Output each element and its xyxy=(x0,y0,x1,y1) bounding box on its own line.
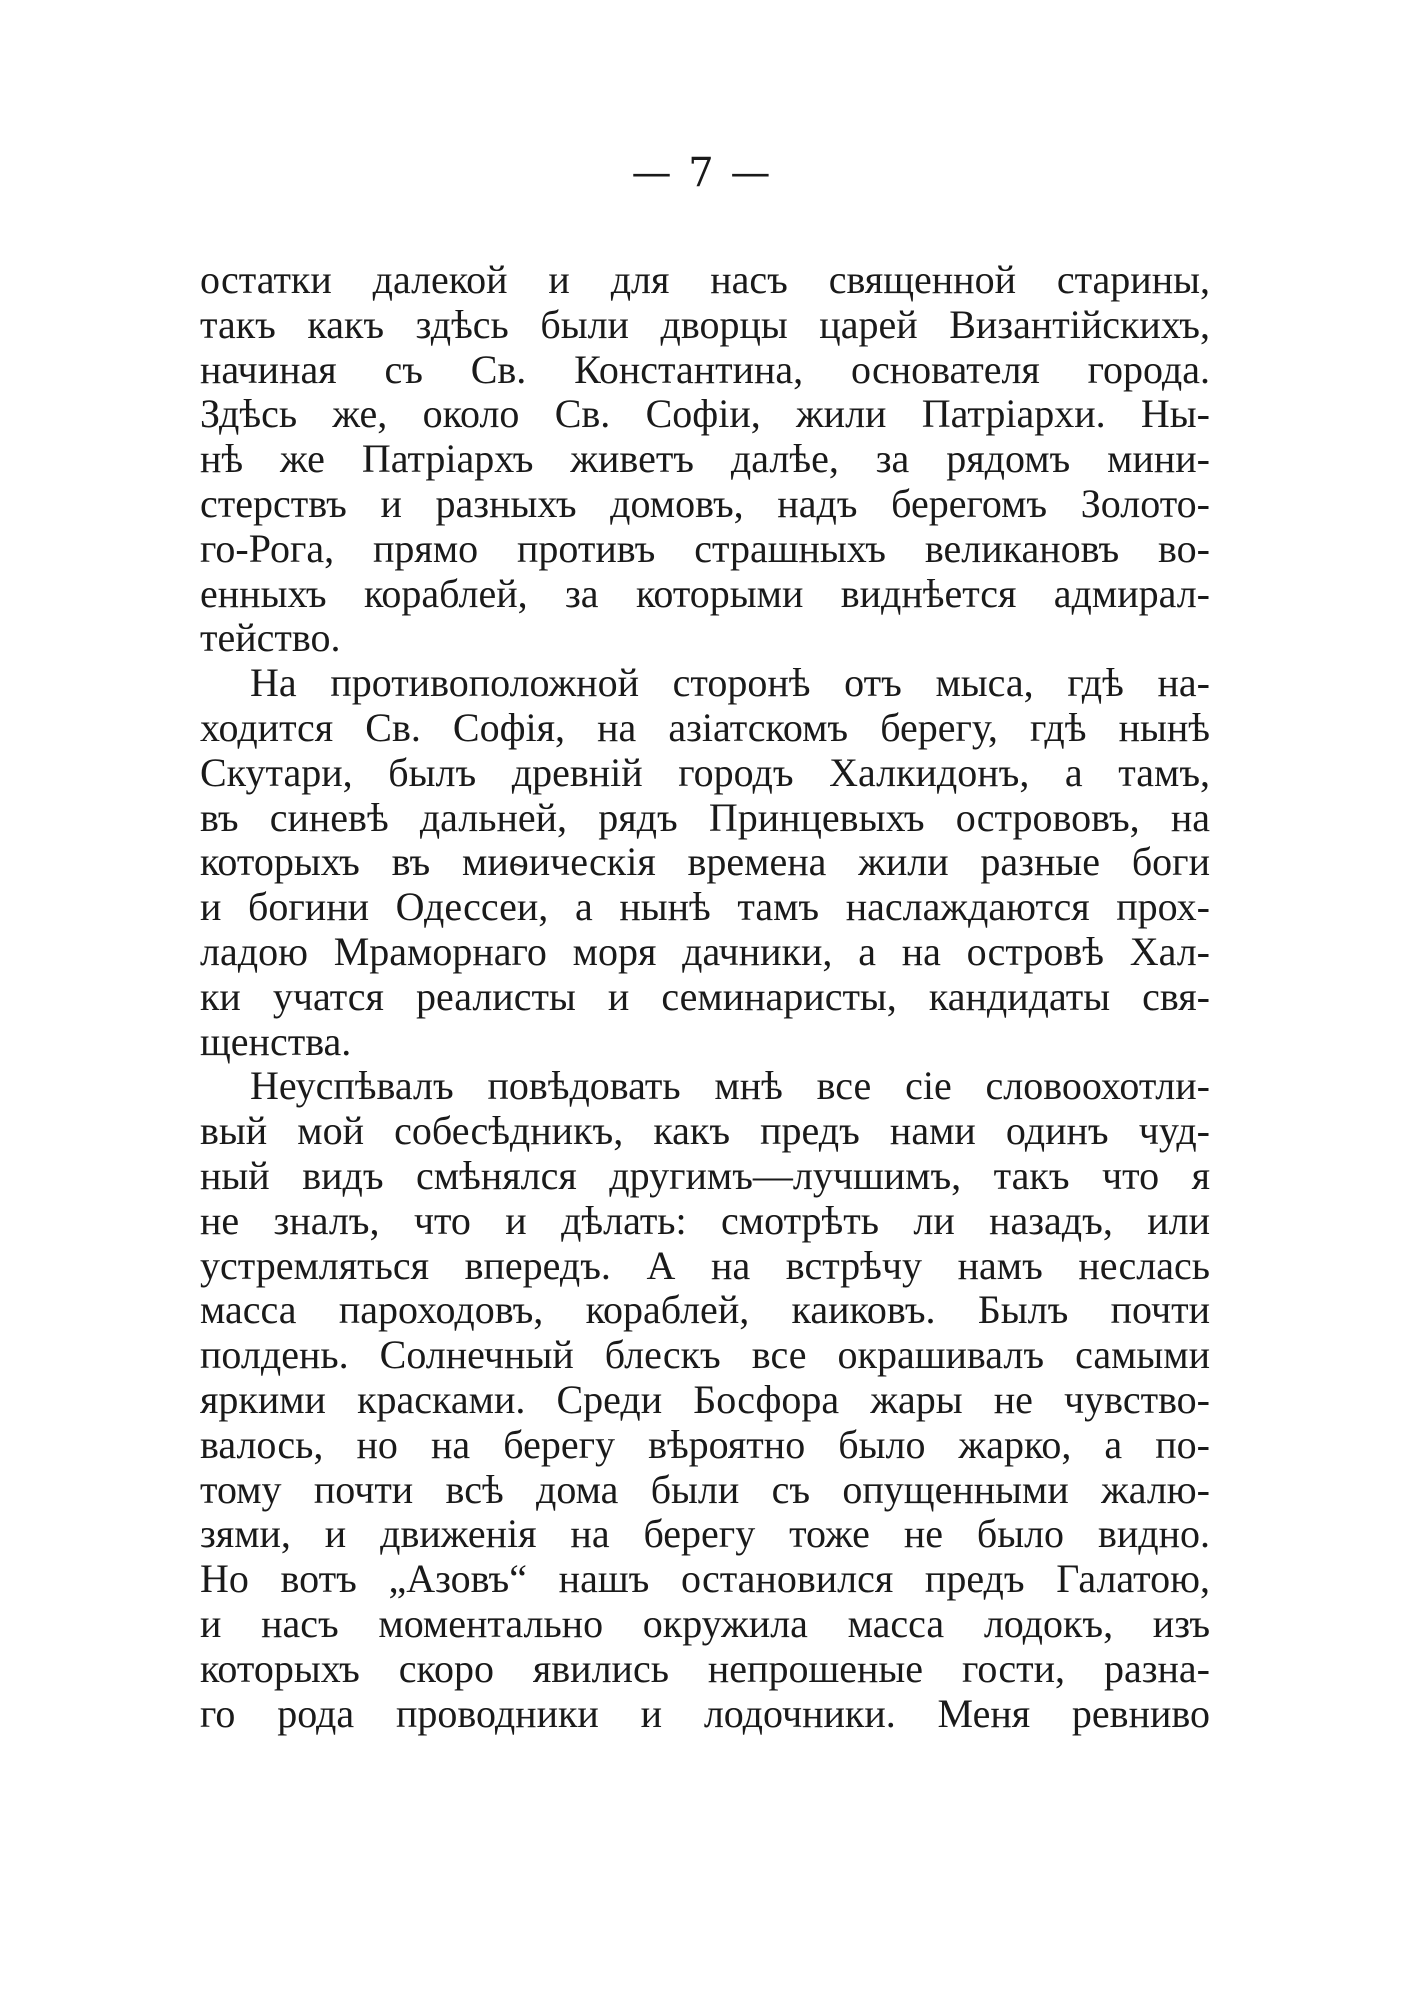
text-line: которыхъ скоро явились непрошеные гости, разна- xyxy=(200,1645,1210,1691)
text-line: зями, и движенія на берегу тоже не было видно. xyxy=(200,1511,1210,1557)
text-line: ладою Мраморнаго моря дачники, а на островѣ Хал- xyxy=(200,928,1210,974)
paragraph-first-line: На противоположной сторонѣ отъ мыса, гдѣ на- xyxy=(250,660,1210,706)
paragraph-first-line: Неуспѣвалъ повѣдовать мнѣ все сіе словоохотли- xyxy=(250,1063,1210,1109)
text-line: стерствъ и разныхъ домовъ, надъ берегомъ Золото- xyxy=(200,480,1210,526)
text-line: Скутари, былъ древній городъ Халкидонъ, а тамъ, xyxy=(200,749,1210,795)
text-line: и насъ моментально окружила масса лодокъ, изъ xyxy=(200,1600,1210,1646)
text-line: такъ какъ здѣсь были дворцы царей Византійскихъ, xyxy=(200,301,1210,347)
text-line: щенства. xyxy=(200,1018,352,1064)
page-number: — 7 — xyxy=(631,150,773,196)
text-line: не зналъ, что и дѣлать: смотрѣть ли назадъ, или xyxy=(200,1197,1210,1243)
text-line: остатки далекой и для насъ священной старины, xyxy=(200,257,1210,302)
text-line: начиная съ Св. Константина, основателя города. xyxy=(200,346,1210,392)
text-line: нѣ же Патріархъ живетъ далѣе, за рядомъ мини- xyxy=(200,436,1210,482)
text-line: енныхъ кораблей, за которыми виднѣется адмирал- xyxy=(200,570,1210,616)
text-line: ходится Св. Софія, на азіатскомъ берегу, гдѣ нынѣ xyxy=(200,704,1210,750)
text-line: ки учатся реалисты и семинаристы, кандидаты свя- xyxy=(200,973,1210,1019)
text-line: въ синевѣ дальней, рядъ Принцевыхъ острововъ, на xyxy=(200,794,1210,840)
text-line: тому почти всѣ дома были съ опущенными жалю- xyxy=(200,1466,1210,1512)
text-line: полдень. Солнечный блескъ все окрашивалъ самыми xyxy=(200,1332,1210,1378)
text-line: масса пароходовъ, кораблей, каиковъ. Былъ почти xyxy=(200,1287,1210,1333)
text-line: устремляться впередъ. А на встрѣчу намъ неслась xyxy=(200,1242,1210,1288)
text-line: го-Рога, прямо противъ страшныхъ великановъ во- xyxy=(200,525,1210,571)
body-text xyxy=(200,258,1210,1736)
text-line: тейство. xyxy=(200,615,341,661)
text-line: го рода проводники и лодочники. Меня ревниво xyxy=(200,1690,1210,1736)
text-line: Здѣсь же, около Св. Софіи, жили Патріархи. Ны- xyxy=(200,391,1210,437)
text-line: Но вотъ „Азовъ“ нашъ остановился предъ Галатою, xyxy=(200,1556,1210,1602)
text-line: яркими красками. Среди Босфора жары не чувство- xyxy=(200,1376,1210,1422)
text-line: которыхъ въ миѳическія времена жили разные боги xyxy=(200,839,1210,885)
text-line: и богини Одессеи, а нынѣ тамъ наслаждаются прох- xyxy=(200,884,1210,930)
text-line: ный видъ смѣнялся другимъ—лучшимъ, такъ что я xyxy=(200,1152,1210,1198)
text-line: вый мой собесѣдникъ, какъ предъ нами одинъ чуд- xyxy=(200,1108,1210,1154)
text-line: валось, но на берегу вѣроятно было жарко, а по- xyxy=(200,1421,1210,1467)
